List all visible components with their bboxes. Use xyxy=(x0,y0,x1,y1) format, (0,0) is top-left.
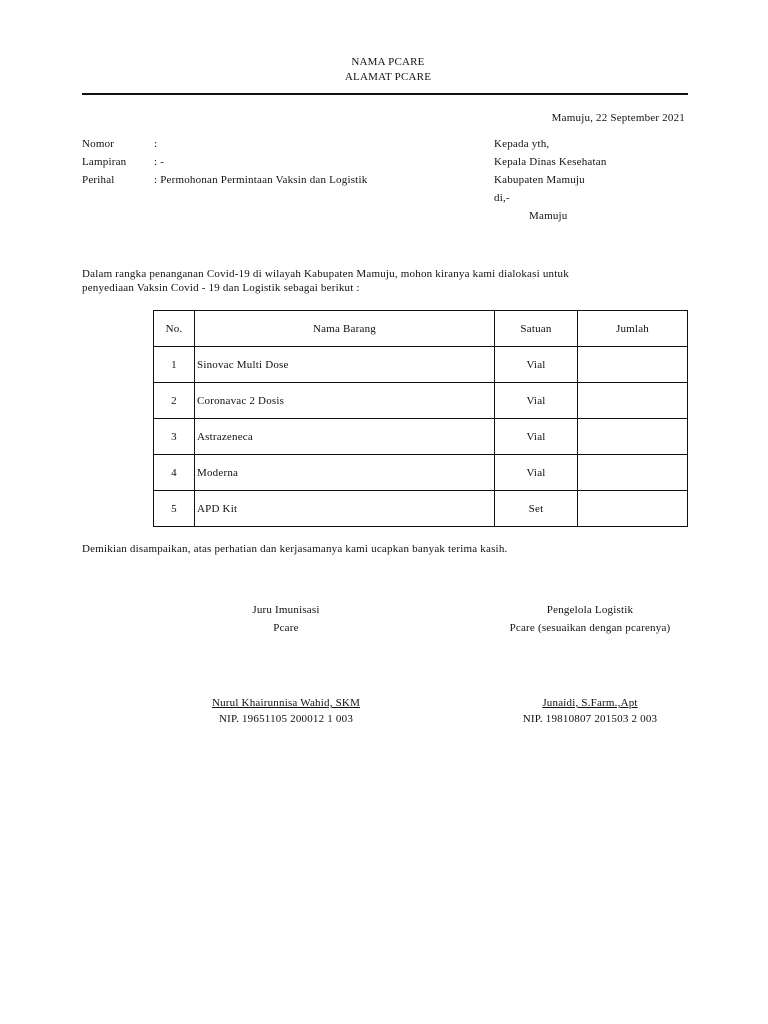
perihal-value: : Permohonan Permintaan Vaksin dan Logistik xyxy=(154,174,368,186)
items-table xyxy=(153,310,688,527)
row-qty xyxy=(578,383,688,419)
header-nama-barang: Nama Barang xyxy=(195,311,495,347)
row-no: 5 xyxy=(154,491,195,527)
row-qty xyxy=(578,491,688,527)
row-unit: Set xyxy=(495,491,578,527)
table-header-row xyxy=(154,311,688,347)
row-qty xyxy=(578,419,688,455)
row-name: Coronavac 2 Dosis xyxy=(195,383,495,419)
signature-right-nip: NIP. 19810807 201503 2 003 xyxy=(522,713,658,725)
recipient-line-4: di,- xyxy=(494,192,510,204)
signature-left-name xyxy=(186,696,386,710)
row-no: 3 xyxy=(154,419,195,455)
signature-right-org: Pcare (sesuaikan dengan pcarenya) xyxy=(509,622,671,634)
signature-left-org: Pcare xyxy=(273,622,299,634)
table-row xyxy=(154,347,688,383)
body-paragraph-line-2: penyediaan Vaksin Covid - 19 dan Logistik sebagai berikut : xyxy=(82,282,360,294)
lampiran-label: Lampiran xyxy=(82,156,127,168)
perihal-label: Perihal xyxy=(82,174,115,186)
recipient-line-2: Kepala Dinas Kesehatan xyxy=(494,156,607,168)
table-row xyxy=(154,419,688,455)
header-satuan: Satuan xyxy=(495,311,578,347)
row-qty xyxy=(578,455,688,491)
row-unit: Vial xyxy=(495,419,578,455)
row-name: Astrazeneca xyxy=(195,419,495,455)
header-no: No. xyxy=(154,311,195,347)
body-paragraph-line-1: Dalam rangka penanganan Covid-19 di wilayah Kabupaten Mamuju, mohon kiranya kami dialokasi untuk xyxy=(82,268,569,280)
header-address: ALAMAT PCARE xyxy=(344,71,432,83)
recipient-line-5: Mamuju xyxy=(529,210,568,222)
signature-right-name-text: Junaidi, S.Farm.,Apt xyxy=(542,697,638,709)
signature-left-nip: NIP. 19651105 200012 1 003 xyxy=(218,713,354,725)
signature-left-name-text: Nurul Khairunnisa Wahid, SKM xyxy=(211,697,361,709)
table-row xyxy=(154,491,688,527)
row-qty xyxy=(578,347,688,383)
signature-right-name xyxy=(480,696,700,710)
closing-sentence: Demikian disampaikan, atas perhatian dan kerjasamanya kami ucapkan banyak terima kasih. xyxy=(82,543,508,555)
row-name: APD Kit xyxy=(195,491,495,527)
row-unit: Vial xyxy=(495,347,578,383)
row-no: 1 xyxy=(154,347,195,383)
row-no: 2 xyxy=(154,383,195,419)
row-name: Moderna xyxy=(195,455,495,491)
date-line: Mamuju, 22 September 2021 xyxy=(551,112,685,124)
header-divider xyxy=(82,93,688,95)
table-row xyxy=(154,383,688,419)
nomor-label: Nomor xyxy=(82,138,115,150)
recipient-line-1: Kepada yth, xyxy=(494,138,550,150)
header-name: NAMA PCARE xyxy=(351,56,425,68)
table-row xyxy=(154,455,688,491)
lampiran-value: : - xyxy=(154,156,165,168)
row-name: Sinovac Multi Dose xyxy=(195,347,495,383)
row-no: 4 xyxy=(154,455,195,491)
row-unit: Vial xyxy=(495,455,578,491)
nomor-value: : xyxy=(154,138,158,150)
signature-right-role: Pengelola Logistik xyxy=(546,604,634,616)
recipient-line-3: Kabupaten Mamuju xyxy=(494,174,585,186)
signature-left-role: Juru Imunisasi xyxy=(252,604,320,616)
row-unit: Vial xyxy=(495,383,578,419)
header-jumlah: Jumlah xyxy=(578,311,688,347)
